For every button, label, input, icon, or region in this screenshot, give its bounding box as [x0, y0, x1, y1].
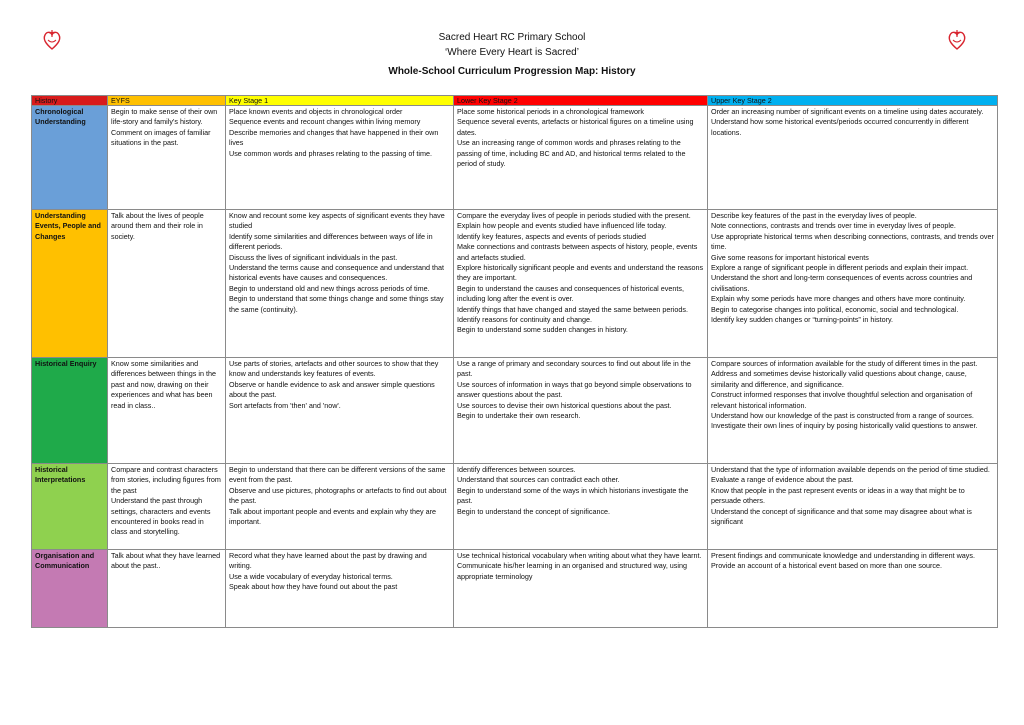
objective-text: Understand the short and long-term consequences of events across countries and civilisations.	[711, 273, 973, 293]
objective-text: Use parts of stories, artefacts and other sources to show that they know and understands key features of events.	[229, 359, 439, 379]
cell-eyfs	[108, 106, 226, 210]
objective-text: Begin to understand some of the ways in which historians investigate the past.	[457, 485, 689, 506]
objective-text: Sort artefacts from 'then' and 'now'.	[229, 400, 341, 410]
objective-text: Describe memories and changes that have happened in their own lives	[229, 127, 439, 148]
objective-text: Begin to make sense of their own life-story and family’s history.	[111, 107, 218, 127]
objective-text: Identify some similarities and differences between ways of life in different periods.	[229, 231, 433, 252]
objective-text: Make connections and contrasts between aspects of history, people, events and artefacts studied.	[457, 242, 698, 262]
objective-text: Know some similarities and differences between things in the past and now, drawing on their experiences and what has been read in class..	[111, 359, 216, 410]
objective-text: Compare the everyday lives of people in periods studied with the present.	[457, 211, 691, 220]
objective-text: Identify reasons for continuity and change.	[457, 315, 593, 325]
cell-eyfs	[108, 210, 226, 358]
cell-eyfs	[108, 550, 226, 628]
objective-text: Begin to understand that some things change and some things stay the same (continuity).	[229, 294, 444, 314]
objective-text: Use sources of information in ways that go beyond simple observations to answer questions about the past.	[457, 379, 692, 400]
objective-text: Note connections, contrasts and trends over time in everyday lives of people.	[711, 221, 956, 231]
row-label: Understanding Events, People and Changes	[32, 210, 108, 358]
objective-text: Construct informed responses that involve thoughtful selection and organisation of relevant historical information.	[711, 390, 973, 410]
row-label: Organisation and Communication	[32, 550, 108, 628]
objective-text: Explore historically significant people and events and understand the reasons they are important.	[457, 263, 704, 283]
objective-text: Identify things that have changed and stayed the same between periods.	[457, 304, 688, 314]
objective-text: Begin to categorise changes into political, economic, social and technological.	[711, 304, 959, 314]
objective-text: Use sources to devise their own historical questions about the past.	[457, 400, 672, 410]
column-header-ks1: Key Stage 1	[226, 96, 454, 106]
objective-text: Know that people in the past represent events or ideas in a way that might be to persuade others.	[711, 485, 965, 506]
objective-text: Talk about important people and events and explain why they are important.	[229, 506, 436, 527]
cell-ks1	[226, 464, 454, 550]
objective-text: Investigate their own lines of inquiry by posing historically valid questions to answer.	[711, 421, 978, 431]
cell-uks2	[708, 106, 998, 210]
table-row-understanding-events	[32, 210, 998, 358]
objective-text: Explore a range of significant people in different periods and explain their impact.	[711, 263, 969, 273]
progression-table	[31, 95, 998, 628]
objective-text: Understand how our knowledge of the past is constructed from a range of sources.	[711, 411, 974, 421]
cell-eyfs	[108, 358, 226, 464]
cell-lks2	[454, 358, 708, 464]
objective-text: Understand the past through settings, characters and events encountered in books read in class and storytelling.	[111, 496, 211, 537]
cell-ks1	[226, 106, 454, 210]
row-label: Historical Interpretations	[32, 464, 108, 550]
objective-text: Use a range of primary and secondary sources to find out about life in the past.	[457, 359, 691, 379]
objective-text: Identify differences between sources.	[457, 465, 576, 474]
objective-text: Sequence several events, artefacts or historical figures on a timeline using dates.	[457, 117, 694, 137]
objective-text: Understand the terms cause and consequence and understand that historical events have causes and consequences.	[229, 263, 444, 283]
objective-text: Compare and contrast characters from stories, including figures from the past	[111, 465, 221, 495]
objective-text: Discuss the lives of significant individuals in the past.	[229, 252, 398, 262]
objective-text: Begin to understand some sudden changes in history.	[457, 325, 628, 335]
objective-text: Observe and use pictures, photographs or artefacts to find out about the past.	[229, 485, 447, 506]
objective-text: Comment on images of familiar situations in the past.	[111, 127, 211, 148]
cell-eyfs	[108, 464, 226, 550]
objective-text: Identify key sudden changes or “turning-points” in history.	[711, 315, 894, 325]
objective-text: Begin to undertake their own research.	[457, 411, 581, 421]
objective-text: Observe or handle evidence to ask and answer simple questions about the past.	[229, 379, 435, 400]
objective-text: Compare sources of information available for the study of different times in the past.	[711, 359, 978, 368]
objective-text: Use a wide vocabulary of everyday historical terms.	[229, 571, 393, 581]
objective-text: Understand how some historical events/periods occurred concurrently in different locations.	[711, 117, 969, 137]
objective-text: Sequence events and recount changes within living memory	[229, 117, 421, 127]
column-header-history: History	[32, 96, 108, 106]
cell-lks2	[454, 464, 708, 550]
objective-text: Communicate his/her learning in an organised and structured way, using appropriate terminology	[457, 561, 687, 581]
school-name: Sacred Heart RC Primary School	[438, 32, 586, 43]
objective-text: Record what they have learned about the past by drawing and writing.	[229, 551, 427, 571]
column-header-eyfs: EYFS	[108, 96, 226, 106]
objective-text: Understand the concept of significance and that some may disagree about what is significant	[711, 506, 972, 527]
objective-text: Understand that sources can contradict each other.	[457, 475, 620, 485]
cell-uks2	[708, 358, 998, 464]
table-row-organisation-communication	[32, 550, 998, 628]
cell-lks2	[454, 210, 708, 358]
objective-text: Begin to understand the causes and consequences of historical events, including long after the event is over.	[457, 283, 684, 304]
objective-text: Explain why some periods have more changes and others have more continuity.	[711, 294, 966, 304]
objective-text: Use an increasing range of common words and phrases relating to the passing of time, including BC and AD, and historical terms related to the period of study.	[457, 138, 686, 169]
objective-text: Use appropriate historical terms when describing connections, contrasts, and trends over time.	[711, 231, 994, 252]
table-row-chronological-understanding	[32, 106, 998, 210]
objective-text: Provide an account of a historical event based on more than one source.	[711, 561, 942, 571]
cell-lks2	[454, 106, 708, 210]
objective-text: Place some historical periods in a chronological framework	[457, 107, 644, 116]
objective-text: Evaluate a range of evidence about the past.	[711, 475, 854, 485]
objective-text: Present findings and communicate knowledge and understanding in different ways.	[711, 551, 975, 560]
cell-lks2	[454, 550, 708, 628]
column-header-uks2: Upper Key Stage 2	[708, 96, 998, 106]
table-row-historical-interpretations	[32, 464, 998, 550]
objective-text: Explain how people and events studied have influenced life today.	[457, 221, 667, 231]
cell-ks1	[226, 358, 454, 464]
objective-text: Use common words and phrases relating to the passing of time.	[229, 148, 432, 158]
table-header-row	[32, 96, 998, 106]
school-motto: ‘Where Every Heart is Sacred’	[445, 47, 579, 58]
cell-ks1	[226, 210, 454, 358]
objective-text: Give some reasons for important historical events	[711, 252, 869, 262]
objective-text: Order an increasing number of significant events on a timeline using dates accurately.	[711, 107, 984, 116]
objective-text: Use technical historical vocabulary when writing about what they have learnt.	[457, 551, 702, 560]
cell-ks1	[226, 550, 454, 628]
objective-text: Describe key features of the past in the everyday lives of people.	[711, 211, 917, 220]
page-title: Whole-School Curriculum Progression Map: History	[388, 66, 636, 77]
objective-text: Talk about what they have learned about the past..	[111, 551, 221, 571]
objective-text: Understand that the type of information available depends on the period of time studied.	[711, 465, 990, 474]
objective-text: Identify key features, aspects and events of periods studied	[457, 231, 646, 241]
cell-uks2	[708, 464, 998, 550]
objective-text: Talk about the lives of people around them and their role in society.	[111, 211, 204, 241]
objective-text: Address and sometimes devise historically valid questions about change, cause, similarity and difference, and significance.	[711, 369, 967, 389]
objective-text: Know and recount some key aspects of significant events they have studied	[229, 211, 445, 231]
table-row-historical-enquiry	[32, 358, 998, 464]
row-label: Chronological Understanding	[32, 106, 108, 210]
cell-uks2	[708, 550, 998, 628]
objective-text: Begin to understand the concept of significance.	[457, 506, 611, 516]
cell-uks2	[708, 210, 998, 358]
objective-text: Speak about how they have found out about the past	[229, 582, 398, 592]
objective-text: Begin to understand old and new things across periods of time.	[229, 283, 430, 293]
column-header-lks2: Lower Key Stage 2	[454, 96, 708, 106]
objective-text: Place known events and objects in chronological order	[229, 107, 403, 116]
row-label: Historical Enquiry	[32, 358, 108, 464]
objective-text: Begin to understand that there can be different versions of the same event from the past.	[229, 465, 446, 485]
